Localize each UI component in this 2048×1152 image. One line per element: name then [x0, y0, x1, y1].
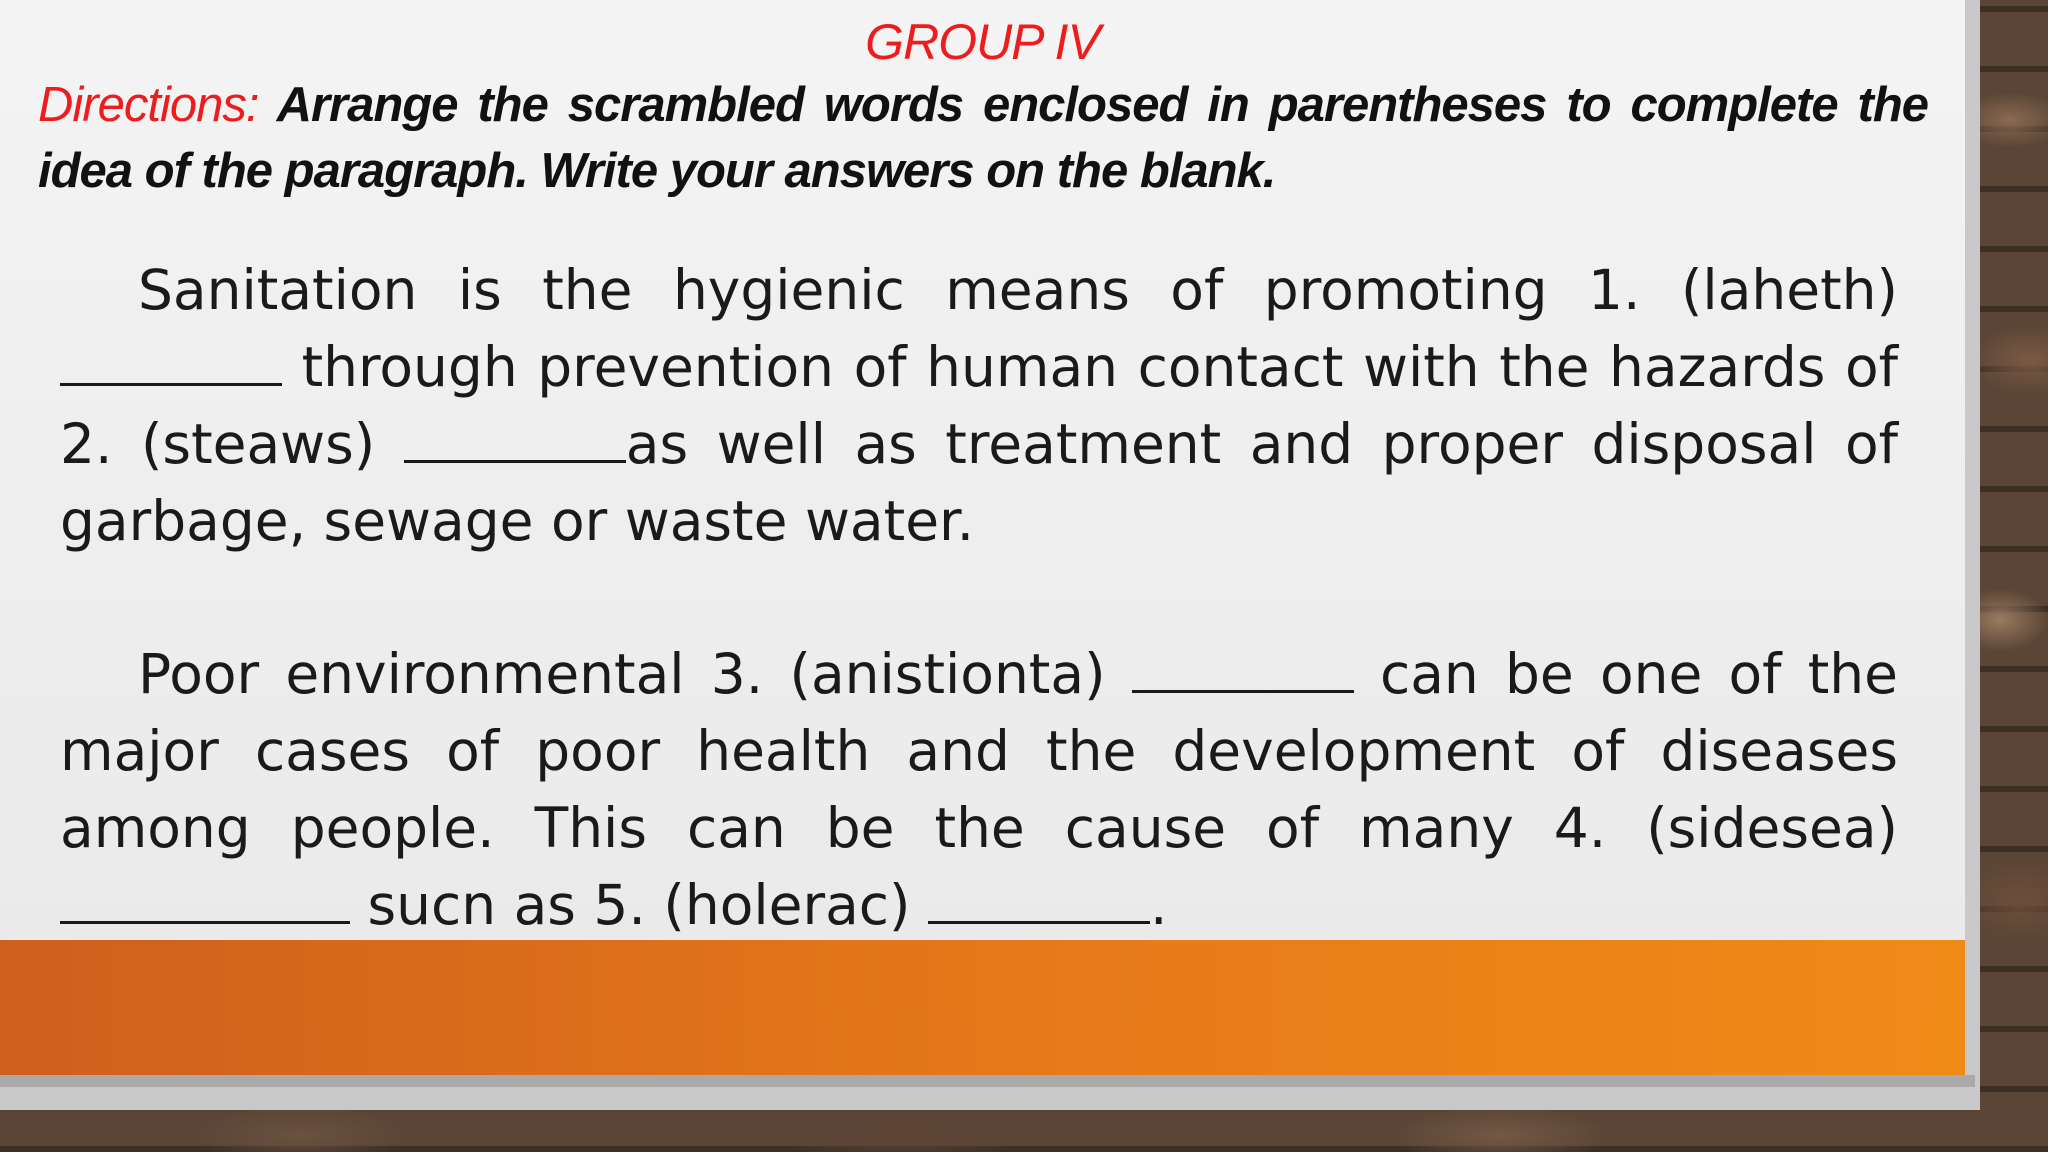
answer-blank-1[interactable] — [60, 333, 282, 386]
directions-label: Directions: — [38, 78, 259, 132]
paragraph-2-segment-4: . — [1149, 873, 1168, 937]
answer-blank-2[interactable] — [404, 410, 626, 463]
directions-text: Arrange the scrambled words enclosed in parentheses to complete the idea of the paragraph. Write your answers on the blank. — [38, 78, 1929, 198]
answer-blank-4[interactable] — [60, 871, 350, 924]
paragraph-1-segment-2: through prevention of human contact with the hazards of 2. (steaws) — [60, 335, 1898, 476]
paragraph-2 — [60, 636, 1898, 944]
paragraph-1 — [60, 252, 1898, 560]
orange-footer-band — [0, 940, 1965, 1075]
paragraph-1-segment-1: Sanitation is the hygienic means of promoting 1. (laheth) — [138, 258, 1898, 322]
paragraph-2-segment-1: Poor environmental 3. (anistionta) — [138, 642, 1106, 706]
slide-bottom-strip — [0, 1075, 1975, 1087]
paragraph-1-segment-3: as well as treatment and proper disposal of garbage, sewage or waste water. — [60, 412, 1898, 553]
paragraph-2-segment-2: can be one of the major cases of poor health and the development of diseases among people. This can be the cause of many 4. (sidesea) — [60, 642, 1898, 860]
directions — [38, 72, 1928, 204]
answer-blank-3[interactable] — [1132, 640, 1354, 693]
paragraph-2-segment-3: sucn as 5. (holerac) — [367, 873, 911, 937]
answer-blank-5[interactable] — [928, 871, 1150, 924]
slide-title: GROUP IV — [865, 14, 1100, 70]
